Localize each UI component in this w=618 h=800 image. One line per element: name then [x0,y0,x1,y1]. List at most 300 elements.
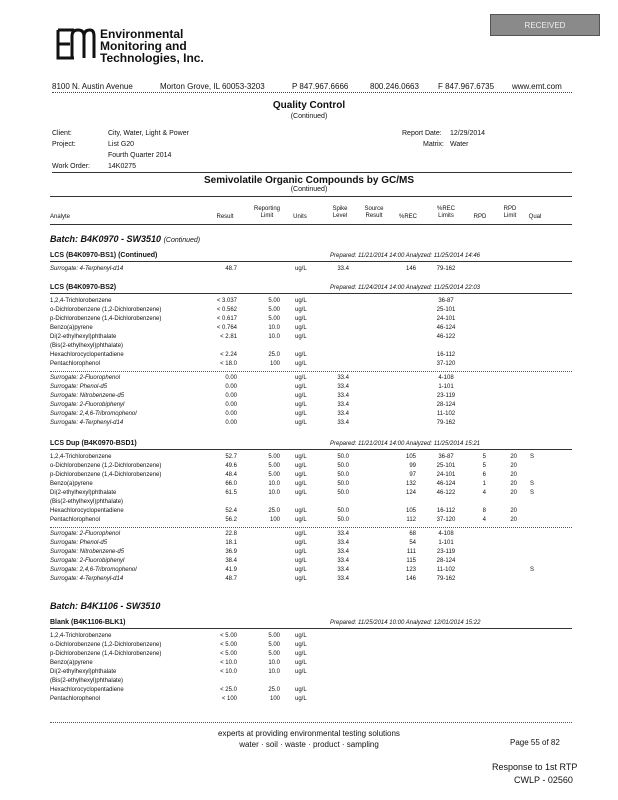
cell-result: 0.00 [225,384,237,390]
cell-reporting-limit: 5.00 [268,454,280,460]
cell-result: < 5.00 [220,651,237,657]
cell-analyte: (Bis(2-ethylhexyl)phthalate) [50,678,124,684]
cell-reporting-limit: 5.00 [268,472,280,478]
cell-units: ug/L [295,463,307,469]
cell-analyte: Surrogate: Phenol-d5 [50,384,108,390]
cell-rpd-limit: 20 [510,517,517,523]
table-row [0,549,618,558]
cell-units: ug/L [295,517,307,523]
table-row [0,352,618,361]
col-reporting [250,206,284,220]
cell-reporting-limit: 25.0 [268,687,280,693]
cell-analyte: Surrogate: 4-Terphenyl-d14 [50,420,124,426]
cell-reporting-limit: 5.00 [268,298,280,304]
lcs-bs1-rule [50,261,572,262]
cell-units: ug/L [295,393,307,399]
cell-rpd: 4 [482,490,486,496]
table-row [0,490,618,499]
cell-percent-rec: 132 [405,481,416,487]
cell-spike-level: 33.4 [337,402,349,408]
col-reporting-2: Limit [260,213,274,219]
cell-rec-limits: 28-124 [436,402,456,408]
cell-reporting-limit: 5.00 [268,642,280,648]
cell-analyte: Benzo(a)pyrene [50,325,93,331]
cell-units: ug/L [295,669,307,675]
cell-rec-limits: 25-101 [436,463,456,469]
tollfree: 800.246.0663 [370,82,419,91]
cell-result: < 100 [221,696,237,702]
cell-units: ug/L [295,687,307,693]
table-row [0,325,618,334]
cell-result: 22.8 [225,531,237,537]
cell-rec-limits: 37-120 [436,361,456,367]
col-reclimits-1: %REC [436,206,455,212]
col-units: Units [293,214,307,220]
cell-analyte: o-Dichlorobenzene (1,2-Dichlorobenzene) [50,307,162,313]
table-row [0,402,618,411]
table-row [0,343,618,352]
lcs-bs2-rule [50,293,572,294]
cell-result: < 0.562 [216,307,237,313]
cell-units: ug/L [295,481,307,487]
cell-result: 0.00 [225,402,237,408]
page-number: Page 55 of 82 [510,738,560,747]
cell-percent-rec: 105 [405,454,416,460]
cell-percent-rec: 146 [405,266,416,272]
cell-result: 0.00 [225,420,237,426]
cell-result: 66.0 [225,481,237,487]
cell-reporting-limit: 10.0 [268,490,280,496]
cell-result: < 5.00 [220,642,237,648]
cell-percent-rec: 97 [409,472,416,478]
cell-spike-level: 33.4 [337,558,349,564]
cell-reporting-limit: 10.0 [268,669,280,675]
table-row [0,660,618,669]
cell-units: ug/L [295,352,307,358]
table-row [0,576,618,585]
table-row [0,499,618,508]
table-row [0,375,618,384]
report-subtitle: (Continued) [290,113,328,120]
table-row [0,472,618,481]
cell-result: 18.1 [225,540,237,546]
phone: P 847.967.6666 [292,82,349,91]
cell-spike-level: 50.0 [337,508,349,514]
table-row [0,517,618,526]
col-spike-1: Spike [332,206,348,212]
cell-analyte: Di(2-ethylhexyl)phthalate [50,334,117,340]
table-row [0,334,618,343]
cell-qualifier: S [530,454,535,460]
cell-reporting-limit: 10.0 [268,481,280,487]
cell-analyte: Benzo(a)pyrene [50,481,93,487]
col-reclimits-2: Limits [438,213,454,219]
cell-spike-level: 33.4 [337,540,349,546]
cell-analyte: Surrogate: Nitrobenzene-d5 [50,393,125,399]
cell-units: ug/L [295,651,307,657]
lcs-bs2-surr-rule [50,371,572,372]
cell-analyte: Hexachlorocyclopentadiene [50,687,124,693]
cell-spike-level: 33.4 [337,567,349,573]
cell-rpd: 5 [482,463,486,469]
cell-rpd-limit: 20 [510,508,517,514]
col-spike [326,206,354,220]
batch-2-title: Batch: B4K1106 - SW3510 [50,601,161,611]
cell-rpd: 6 [482,472,486,478]
received-stamp: RECEIVED [490,14,600,36]
cell-percent-rec: 54 [409,540,416,546]
cell-rec-limits: 36-87 [438,298,454,304]
table-row [0,540,618,549]
cell-analyte: Pentachlorophenol [50,517,101,523]
col-rpdlimit-2: Limit [503,213,517,219]
cell-result: 48.7 [225,576,237,582]
cell-result: < 10.0 [220,660,237,666]
cell-rpd-limit: 20 [510,463,517,469]
lcs-bs1-label: LCS (B4K0970-BS1) [50,252,117,259]
cell-analyte: Di(2-ethylhexyl)phthalate [50,490,117,496]
cell-reporting-limit: 100 [269,696,280,702]
cell-rec-limits: 16-112 [436,352,456,358]
cell-rpd-limit: 20 [510,481,517,487]
col-result: Result [216,214,234,220]
batch-1-title [50,234,200,244]
cell-reporting-limit: 100 [269,361,280,367]
table-top-rule [50,196,572,197]
cell-spike-level: 33.4 [337,266,349,272]
cell-rec-limits: 25-101 [436,307,456,313]
cell-percent-rec: 146 [405,576,416,582]
cell-rec-limits: 23-119 [436,393,456,399]
table-row [0,454,618,463]
cell-units: ug/L [295,298,307,304]
cell-units: ug/L [295,633,307,639]
cell-result: 52.7 [225,454,237,460]
col-source-2: Result [365,213,383,219]
cell-analyte: o-Dichlorobenzene (1,2-Dichlorobenzene) [50,642,162,648]
cell-result: 0.00 [225,375,237,381]
table-row [0,481,618,490]
batch-1-continued: (Continued) [163,237,201,244]
cell-percent-rec: 123 [405,567,416,573]
cell-rec-limits: 79-162 [436,420,456,426]
client-value: City, Water, Light & Power [108,130,189,137]
table-row [0,384,618,393]
table-row [0,411,618,420]
cell-units: ug/L [295,508,307,514]
header-rule [52,92,572,93]
cell-percent-rec: 112 [406,517,416,523]
project-label: Project: [52,141,76,148]
footer-services: water · soil · waste · product · sampling [239,740,379,749]
cell-result: < 3.037 [216,298,237,304]
cell-rec-limits: 46-124 [436,481,456,487]
cell-percent-rec: 99 [409,463,416,469]
cell-analyte: Benzo(a)pyrene [50,660,93,666]
table-row [0,307,618,316]
cell-rpd-limit: 20 [510,490,517,496]
lcs-bs2-title: LCS (B4K0970-BS2) [50,284,117,291]
emt-logo-icon [52,26,96,62]
cell-reporting-limit: 5.00 [268,633,280,639]
cell-rec-limits: 1-101 [438,540,454,546]
cell-percent-rec: 115 [406,558,416,564]
cell-qualifier: S [530,567,535,573]
cell-rpd: 5 [482,454,486,460]
col-reporting-1: Reporting [253,206,280,212]
cell-result: 41.9 [225,567,237,573]
matrix-label: Matrix: [423,141,444,148]
cell-analyte: Surrogate: 4-Terphenyl-d14 [50,266,124,272]
cell-rec-limits: 1-101 [438,384,454,390]
table-row [0,508,618,517]
cell-spike-level: 33.4 [337,384,349,390]
matrix-value: Water [450,141,469,148]
cell-rec-limits: 37-120 [436,517,456,523]
cell-spike-level: 33.4 [337,393,349,399]
cell-rec-limits: 11-102 [436,567,456,573]
lcsdup-title: LCS Dup (B4K0970-BSD1) [50,440,137,447]
cell-analyte: p-Dichlorobenzene (1,4-Dichlorobenzene) [50,316,162,322]
cell-percent-rec: 105 [405,508,416,514]
city: Morton Grove, IL 60053-3203 [160,82,265,91]
cell-result: 36.9 [225,549,237,555]
col-qual: Qual [528,214,542,220]
lcsdup-prep: Prepared: 11/21/2014 14:00 Analyzed: 11/25/2014 15:21 [330,441,481,447]
lcs-bs1-continued: (Continued) [118,252,158,259]
table-row [0,642,618,651]
cell-rpd-limit: 20 [510,454,517,460]
cell-percent-rec: 124 [405,490,416,496]
cell-spike-level: 50.0 [337,463,349,469]
cell-analyte: Surrogate: 2-Fluorobiphenyl [50,558,125,564]
workorder-value: 14K0275 [108,163,137,170]
cell-reporting-limit: 5.00 [268,651,280,657]
cell-units: ug/L [295,549,307,555]
lcs-bs1-title [50,252,157,259]
website: www.emt.com [512,82,562,91]
street: 8100 N. Austin Avenue [52,82,133,91]
cell-units: ug/L [295,307,307,313]
cell-units: ug/L [295,642,307,648]
cell-rec-limits: 46-122 [436,334,456,340]
cell-analyte: 1,2,4-Trichlorobenzene [50,298,112,304]
cell-result: 0.00 [225,393,237,399]
cell-spike-level: 33.4 [337,576,349,582]
cell-units: ug/L [295,660,307,666]
cell-units: ug/L [295,384,307,390]
lcsdup-rule [50,449,572,450]
report-title: Quality Control [272,100,346,111]
cell-spike-level: 50.0 [337,472,349,478]
cell-units: ug/L [295,472,307,478]
company-line-1: Environmental [100,27,184,41]
company-line-3: Technologies, Inc. [100,51,204,65]
cell-rpd: 8 [482,508,486,514]
cell-rec-limits: 46-122 [436,490,456,496]
cell-units: ug/L [295,576,307,582]
company-name [100,28,204,64]
cell-analyte: 1,2,4-Trichlorobenzene [50,454,112,460]
cell-analyte: Surrogate: 2,4,6-Tribromophenol [50,411,137,417]
response-label: Response to 1st RTP [492,762,578,772]
cell-units: ug/L [295,490,307,496]
cell-result: 0.00 [225,411,237,417]
cell-analyte: Surrogate: Nitrobenzene-d5 [50,549,125,555]
workorder-label: Work Order: [52,163,90,170]
client-label: Client: [52,130,72,137]
lcs-bs1-prep: Prepared: 11/21/2014 14:00 Analyzed: 11/25/2014 14:46 [330,253,481,259]
cell-analyte: Hexachlorocyclopentadiene [50,508,124,514]
cell-units: ug/L [295,558,307,564]
blank-prep: Prepared: 11/25/2014 10:00 Analyzed: 12/01/2014 15:22 [330,620,481,626]
table-row [0,651,618,660]
batch-1-label: Batch: B4K0970 - SW3510 [50,234,162,244]
cell-qualifier: S [530,490,535,496]
table-row [0,316,618,325]
fax: F 847.967.6735 [438,82,495,91]
cell-result: 48.4 [225,472,237,478]
cell-result: < 2.81 [220,334,237,340]
cell-percent-rec: 68 [409,531,416,537]
reportdate-value: 12/29/2014 [450,130,486,137]
cell-result: < 0.764 [216,325,237,331]
cell-analyte: o-Dichlorobenzene (1,2-Dichlorobenzene) [50,463,162,469]
table-row [0,633,618,642]
table-row [0,567,618,576]
footer-rule [50,722,572,723]
cell-qualifier: S [530,481,535,487]
table-row [0,696,618,705]
cell-units: ug/L [295,325,307,331]
cell-rec-limits: 36-87 [438,454,454,460]
table-row [0,463,618,472]
info-rule [52,172,572,173]
cell-analyte: Surrogate: 4-Terphenyl-d14 [50,576,124,582]
cell-units: ug/L [295,531,307,537]
footer-tagline: experts at providing environmental testing solutions [218,729,400,738]
cell-units: ug/L [295,696,307,702]
blank-title: Blank (B4K1106-BLK1) [50,619,126,626]
cell-units: ug/L [295,375,307,381]
col-reclimits [430,206,462,220]
cell-rec-limits: 24-101 [436,472,456,478]
section-subtitle: (Continued) [290,186,328,193]
cell-reporting-limit: 5.00 [268,307,280,313]
cell-analyte: Surrogate: 2-Fluorobiphenyl [50,402,125,408]
cell-result: < 18.0 [220,361,237,367]
cell-result: < 5.00 [220,633,237,639]
cell-units: ug/L [295,420,307,426]
cell-units: ug/L [295,266,307,272]
cell-units: ug/L [295,454,307,460]
col-rpd: RPD [473,214,487,220]
cell-units: ug/L [295,402,307,408]
cell-rec-limits: 4-108 [438,375,454,381]
cell-percent-rec: 111 [406,549,416,555]
cell-result: 38.4 [225,558,237,564]
blank-rule [50,628,572,629]
cell-rec-limits: 24-101 [436,316,456,322]
cell-result: 49.6 [225,463,237,469]
table-row [0,669,618,678]
cell-units: ug/L [295,361,307,367]
cell-result: < 0.617 [216,316,237,322]
cell-analyte: Surrogate: Phenol-d5 [50,540,108,546]
cell-units: ug/L [295,540,307,546]
table-row [0,420,618,429]
cell-result: 48.7 [225,266,237,272]
cell-reporting-limit: 5.00 [268,316,280,322]
cell-rec-limits: 11-102 [436,411,456,417]
lcs-bs2-prep: Prepared: 11/24/2014 14:00 Analyzed: 11/25/2014 22:03 [330,285,481,291]
cell-reporting-limit: 10.0 [268,325,280,331]
cell-spike-level: 50.0 [337,517,349,523]
cell-result: < 2.24 [220,352,237,358]
cell-analyte: p-Dichlorobenzene (1,4-Dichlorobenzene) [50,472,162,478]
bates-number: CWLP - 02560 [514,775,573,785]
cell-result: < 25.0 [220,687,237,693]
cell-result: 52.4 [225,508,237,514]
cell-rpd: 1 [482,481,486,487]
cell-rec-limits: 79-162 [436,576,456,582]
cell-analyte: (Bis(2-ethylhexyl)phthalate) [50,499,124,505]
table-row [0,298,618,307]
cell-analyte: Surrogate: 2-Fluorophenol [50,531,121,537]
table-row [0,687,618,696]
cell-analyte: Surrogate: 2-Fluorophenol [50,375,121,381]
cell-result: 56.2 [225,517,237,523]
reportdate-label: Report Date: [402,130,442,137]
cell-spike-level: 50.0 [337,490,349,496]
cell-analyte: p-Dichlorobenzene (1,4-Dichlorobenzene) [50,651,162,657]
cell-spike-level: 50.0 [337,481,349,487]
cell-units: ug/L [295,334,307,340]
cell-analyte: Di(2-ethylhexyl)phthalate [50,669,117,675]
cell-units: ug/L [295,411,307,417]
cell-rec-limits: 79-162 [436,266,456,272]
cell-reporting-limit: 10.0 [268,334,280,340]
cell-spike-level: 33.4 [337,420,349,426]
project-value: List G20 [108,141,135,148]
section-title: Semivolatile Organic Compounds by GC/MS [203,175,415,186]
cell-reporting-limit: 100 [269,517,280,523]
cell-reporting-limit: 25.0 [268,352,280,358]
cell-units: ug/L [295,567,307,573]
cell-analyte: Hexachlorocyclopentadiene [50,352,124,358]
col-rpdlimit [500,206,520,220]
cell-analyte: Pentachlorophenol [50,696,101,702]
cell-spike-level: 33.4 [337,531,349,537]
table-row [0,678,618,687]
cell-rec-limits: 16-112 [436,508,456,514]
table-row [0,266,618,275]
cell-rec-limits: 46-124 [436,325,456,331]
cell-result: < 10.0 [220,669,237,675]
cell-rpd-limit: 20 [510,472,517,478]
col-source [360,206,388,220]
col-rec: %REC [398,214,417,220]
cell-spike-level: 50.0 [337,454,349,460]
cell-rec-limits: 28-124 [436,558,456,564]
cell-spike-level: 33.4 [337,375,349,381]
col-source-1: Source [364,206,384,212]
cell-analyte: Surrogate: 2,4,6-Tribromophenol [50,567,137,573]
cell-result: 61.5 [225,490,237,496]
cell-reporting-limit: 10.0 [268,660,280,666]
col-rpdlimit-1: RPD [503,206,517,212]
lcsdup-surr-rule [50,527,572,528]
